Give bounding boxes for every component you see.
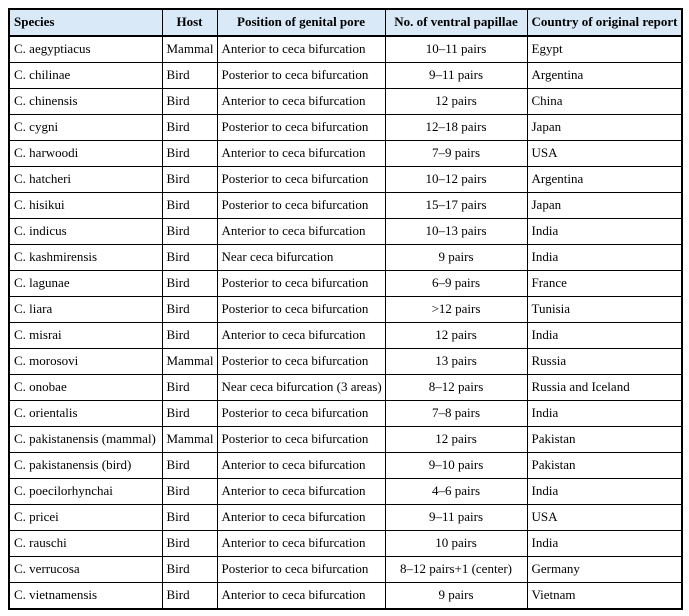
- cell-species: C. liara: [9, 297, 162, 323]
- column-header-genital-pore-position: Position of genital pore: [217, 9, 385, 36]
- cell-genital-pore-position: Posterior to ceca bifurcation: [217, 63, 385, 89]
- cell-country: India: [527, 219, 682, 245]
- table-row: [9, 219, 682, 245]
- cell-genital-pore-position: Posterior to ceca bifurcation: [217, 193, 385, 219]
- cell-ventral-papillae: 10 pairs: [385, 531, 527, 557]
- cell-host: Bird: [162, 245, 217, 271]
- table-row: [9, 141, 682, 167]
- cell-species: C. onobae: [9, 375, 162, 401]
- cell-ventral-papillae: 10–13 pairs: [385, 219, 527, 245]
- cell-host: Bird: [162, 505, 217, 531]
- cell-species: C. verrucosa: [9, 557, 162, 583]
- table-row: [9, 453, 682, 479]
- cell-host: Bird: [162, 401, 217, 427]
- cell-ventral-papillae: 9 pairs: [385, 583, 527, 610]
- cell-species: C. hisikui: [9, 193, 162, 219]
- cell-host: Bird: [162, 479, 217, 505]
- cell-country: Pakistan: [527, 453, 682, 479]
- cell-host: Mammal: [162, 349, 217, 375]
- cell-genital-pore-position: Posterior to ceca bifurcation: [217, 271, 385, 297]
- cell-ventral-papillae: 12–18 pairs: [385, 115, 527, 141]
- cell-genital-pore-position: Anterior to ceca bifurcation: [217, 36, 385, 63]
- cell-ventral-papillae: 10–11 pairs: [385, 36, 527, 63]
- cell-genital-pore-position: Posterior to ceca bifurcation: [217, 167, 385, 193]
- cell-host: Bird: [162, 557, 217, 583]
- table-row: [9, 167, 682, 193]
- cell-host: Bird: [162, 219, 217, 245]
- cell-species: C. pakistanensis (bird): [9, 453, 162, 479]
- table-row: [9, 271, 682, 297]
- cell-species: C. lagunae: [9, 271, 162, 297]
- cell-genital-pore-position: Posterior to ceca bifurcation: [217, 557, 385, 583]
- cell-genital-pore-position: Anterior to ceca bifurcation: [217, 89, 385, 115]
- cell-ventral-papillae: 8–12 pairs+1 (center): [385, 557, 527, 583]
- cell-species: C. misrai: [9, 323, 162, 349]
- cell-species: C. orientalis: [9, 401, 162, 427]
- cell-ventral-papillae: 12 pairs: [385, 427, 527, 453]
- cell-country: India: [527, 323, 682, 349]
- cell-country: Vietnam: [527, 583, 682, 610]
- table-row: [9, 479, 682, 505]
- table-row: [9, 349, 682, 375]
- cell-species: C. chinensis: [9, 89, 162, 115]
- cell-ventral-papillae: 13 pairs: [385, 349, 527, 375]
- cell-ventral-papillae: 12 pairs: [385, 323, 527, 349]
- cell-ventral-papillae: 9–11 pairs: [385, 63, 527, 89]
- cell-ventral-papillae: 15–17 pairs: [385, 193, 527, 219]
- cell-country: Argentina: [527, 167, 682, 193]
- table-row: [9, 427, 682, 453]
- cell-ventral-papillae: 4–6 pairs: [385, 479, 527, 505]
- cell-country: India: [527, 479, 682, 505]
- cell-species: C. poecilorhynchai: [9, 479, 162, 505]
- cell-ventral-papillae: 7–8 pairs: [385, 401, 527, 427]
- cell-host: Bird: [162, 323, 217, 349]
- cell-country: Japan: [527, 193, 682, 219]
- cell-country: Russia and Iceland: [527, 375, 682, 401]
- cell-country: China: [527, 89, 682, 115]
- cell-country: Russia: [527, 349, 682, 375]
- cell-host: Bird: [162, 167, 217, 193]
- cell-host: Bird: [162, 583, 217, 610]
- cell-genital-pore-position: Posterior to ceca bifurcation: [217, 297, 385, 323]
- cell-host: Mammal: [162, 427, 217, 453]
- table-body: [9, 36, 682, 609]
- cell-country: India: [527, 245, 682, 271]
- table-row: [9, 375, 682, 401]
- cell-host: Bird: [162, 375, 217, 401]
- cell-ventral-papillae: 6–9 pairs: [385, 271, 527, 297]
- cell-species: C. indicus: [9, 219, 162, 245]
- table-row: [9, 89, 682, 115]
- cell-host: Bird: [162, 141, 217, 167]
- cell-genital-pore-position: Posterior to ceca bifurcation: [217, 401, 385, 427]
- table-row: [9, 583, 682, 610]
- cell-species: C. aegyptiacus: [9, 36, 162, 63]
- cell-host: Bird: [162, 193, 217, 219]
- species-table: [8, 8, 683, 610]
- cell-host: Mammal: [162, 36, 217, 63]
- cell-ventral-papillae: 9–11 pairs: [385, 505, 527, 531]
- table-row: [9, 297, 682, 323]
- cell-species: C. harwoodi: [9, 141, 162, 167]
- cell-ventral-papillae: >12 pairs: [385, 297, 527, 323]
- table-row: [9, 505, 682, 531]
- header-row: [9, 9, 682, 36]
- cell-country: Egypt: [527, 36, 682, 63]
- cell-country: Tunisia: [527, 297, 682, 323]
- cell-ventral-papillae: 10–12 pairs: [385, 167, 527, 193]
- cell-country: USA: [527, 505, 682, 531]
- table-row: [9, 401, 682, 427]
- table-row: [9, 531, 682, 557]
- cell-ventral-papillae: 9–10 pairs: [385, 453, 527, 479]
- cell-genital-pore-position: Posterior to ceca bifurcation: [217, 427, 385, 453]
- table-header: [9, 9, 682, 36]
- cell-ventral-papillae: 12 pairs: [385, 89, 527, 115]
- cell-genital-pore-position: Posterior to ceca bifurcation: [217, 349, 385, 375]
- cell-genital-pore-position: Anterior to ceca bifurcation: [217, 531, 385, 557]
- cell-species: C. pricei: [9, 505, 162, 531]
- cell-genital-pore-position: Posterior to ceca bifurcation: [217, 115, 385, 141]
- table-row: [9, 557, 682, 583]
- cell-genital-pore-position: Near ceca bifurcation: [217, 245, 385, 271]
- cell-species: C. vietnamensis: [9, 583, 162, 610]
- cell-genital-pore-position: Anterior to ceca bifurcation: [217, 141, 385, 167]
- cell-genital-pore-position: Anterior to ceca bifurcation: [217, 583, 385, 610]
- cell-ventral-papillae: 7–9 pairs: [385, 141, 527, 167]
- table-row: [9, 63, 682, 89]
- table-row: [9, 36, 682, 63]
- column-header-ventral-papillae: No. of ventral papillae: [385, 9, 527, 36]
- cell-country: India: [527, 401, 682, 427]
- cell-species: C. chilinae: [9, 63, 162, 89]
- cell-country: USA: [527, 141, 682, 167]
- cell-genital-pore-position: Anterior to ceca bifurcation: [217, 479, 385, 505]
- cell-host: Bird: [162, 297, 217, 323]
- cell-country: Japan: [527, 115, 682, 141]
- cell-country: India: [527, 531, 682, 557]
- table-row: [9, 115, 682, 141]
- cell-genital-pore-position: Anterior to ceca bifurcation: [217, 505, 385, 531]
- cell-genital-pore-position: Near ceca bifurcation (3 areas): [217, 375, 385, 401]
- cell-country: Argentina: [527, 63, 682, 89]
- cell-genital-pore-position: Anterior to ceca bifurcation: [217, 323, 385, 349]
- column-header-species: Species: [9, 9, 162, 36]
- column-header-country: Country of original report: [527, 9, 682, 36]
- cell-genital-pore-position: Anterior to ceca bifurcation: [217, 453, 385, 479]
- cell-host: Bird: [162, 531, 217, 557]
- cell-species: C. rauschi: [9, 531, 162, 557]
- column-header-host: Host: [162, 9, 217, 36]
- cell-host: Bird: [162, 453, 217, 479]
- cell-host: Bird: [162, 271, 217, 297]
- table-row: [9, 323, 682, 349]
- table-row: [9, 193, 682, 219]
- cell-country: Germany: [527, 557, 682, 583]
- cell-ventral-papillae: 9 pairs: [385, 245, 527, 271]
- cell-genital-pore-position: Anterior to ceca bifurcation: [217, 219, 385, 245]
- cell-country: France: [527, 271, 682, 297]
- cell-host: Bird: [162, 115, 217, 141]
- cell-species: C. kashmirensis: [9, 245, 162, 271]
- cell-species: C. hatcheri: [9, 167, 162, 193]
- cell-host: Bird: [162, 89, 217, 115]
- cell-species: C. cygni: [9, 115, 162, 141]
- cell-country: Pakistan: [527, 427, 682, 453]
- table-row: [9, 245, 682, 271]
- cell-species: C. pakistanensis (mammal): [9, 427, 162, 453]
- cell-ventral-papillae: 8–12 pairs: [385, 375, 527, 401]
- cell-host: Bird: [162, 63, 217, 89]
- cell-species: C. morosovi: [9, 349, 162, 375]
